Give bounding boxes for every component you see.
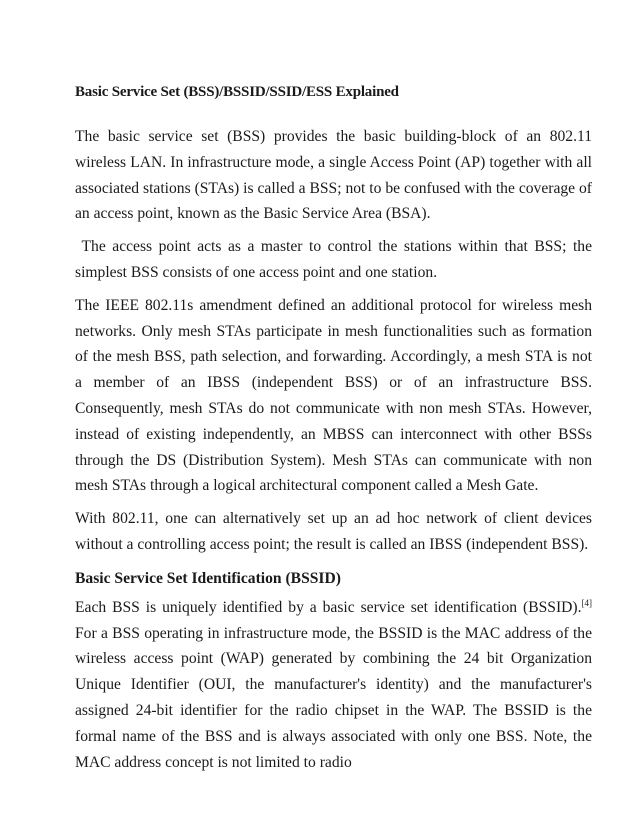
bssid-text-after-ref: For a BSS operating in infrastructure mode, the BSSID is the MAC address of the wireless access point (WAP) generated by combining the 24 bit Organization Unique Identifier (OUI, the manufacturer's identity) and the manufacturer's assigned 24-bit identifier for the radio chipset in the WAP. The BSSID is the formal name of the BSS and is always associated with only one BSS. Note, the MAC address concept is not limited to radio — [75, 624, 592, 771]
paragraph-access-point: The access point acts as a master to control the stations within that BSS; the simplest BSS consists of one access point and one station. — [75, 238, 592, 281]
paragraph-bssid — [75, 595, 592, 776]
paragraph-bss-intro: The basic service set (BSS) provides the basic building-block of an 802.11 wireless LAN. In infrastructure mode, a single Access Point (AP) together with all associated stations (STAs) is called a BSS; not to be confused with the coverage of an access point, known as the Basic Service Area (BSA). — [75, 128, 592, 223]
reference-link[interactable]: [4] — [581, 597, 592, 608]
paragraph-mesh: The IEEE 802.11s amendment defined an additional protocol for wireless mesh networks. Only mesh STAs participate in mesh functionalities such as formation of the mesh BSS, path selection, and forwarding. Accordingly, a mesh STA is not a member of an IBSS (independent BSS) or of an infrastructure BSS. Consequently, mesh STAs do not communicate with non mesh STAs. However, instead of existing independently, an MBSS can interconnect with other BSSs through the DS (Distribution System). Mesh STAs can communicate with non mesh STAs through a logical architectural component called a Mesh Gate. — [75, 296, 592, 495]
section-heading-bssid: Basic Service Set Identification (BSSID) — [75, 569, 341, 587]
document-title: Basic Service Set (BSS)/BSSID/SSID/ESS Explained — [75, 84, 399, 100]
document-page — [75, 82, 592, 782]
paragraph-ibss: With 802.11, one can alternatively set up an ad hoc network of client devices without a controlling access point; the result is called an IBSS (independent BSS). — [75, 510, 592, 553]
bssid-text-before-ref: Each BSS is uniquely identified by a basic service set identification (BSSID). — [75, 598, 582, 616]
